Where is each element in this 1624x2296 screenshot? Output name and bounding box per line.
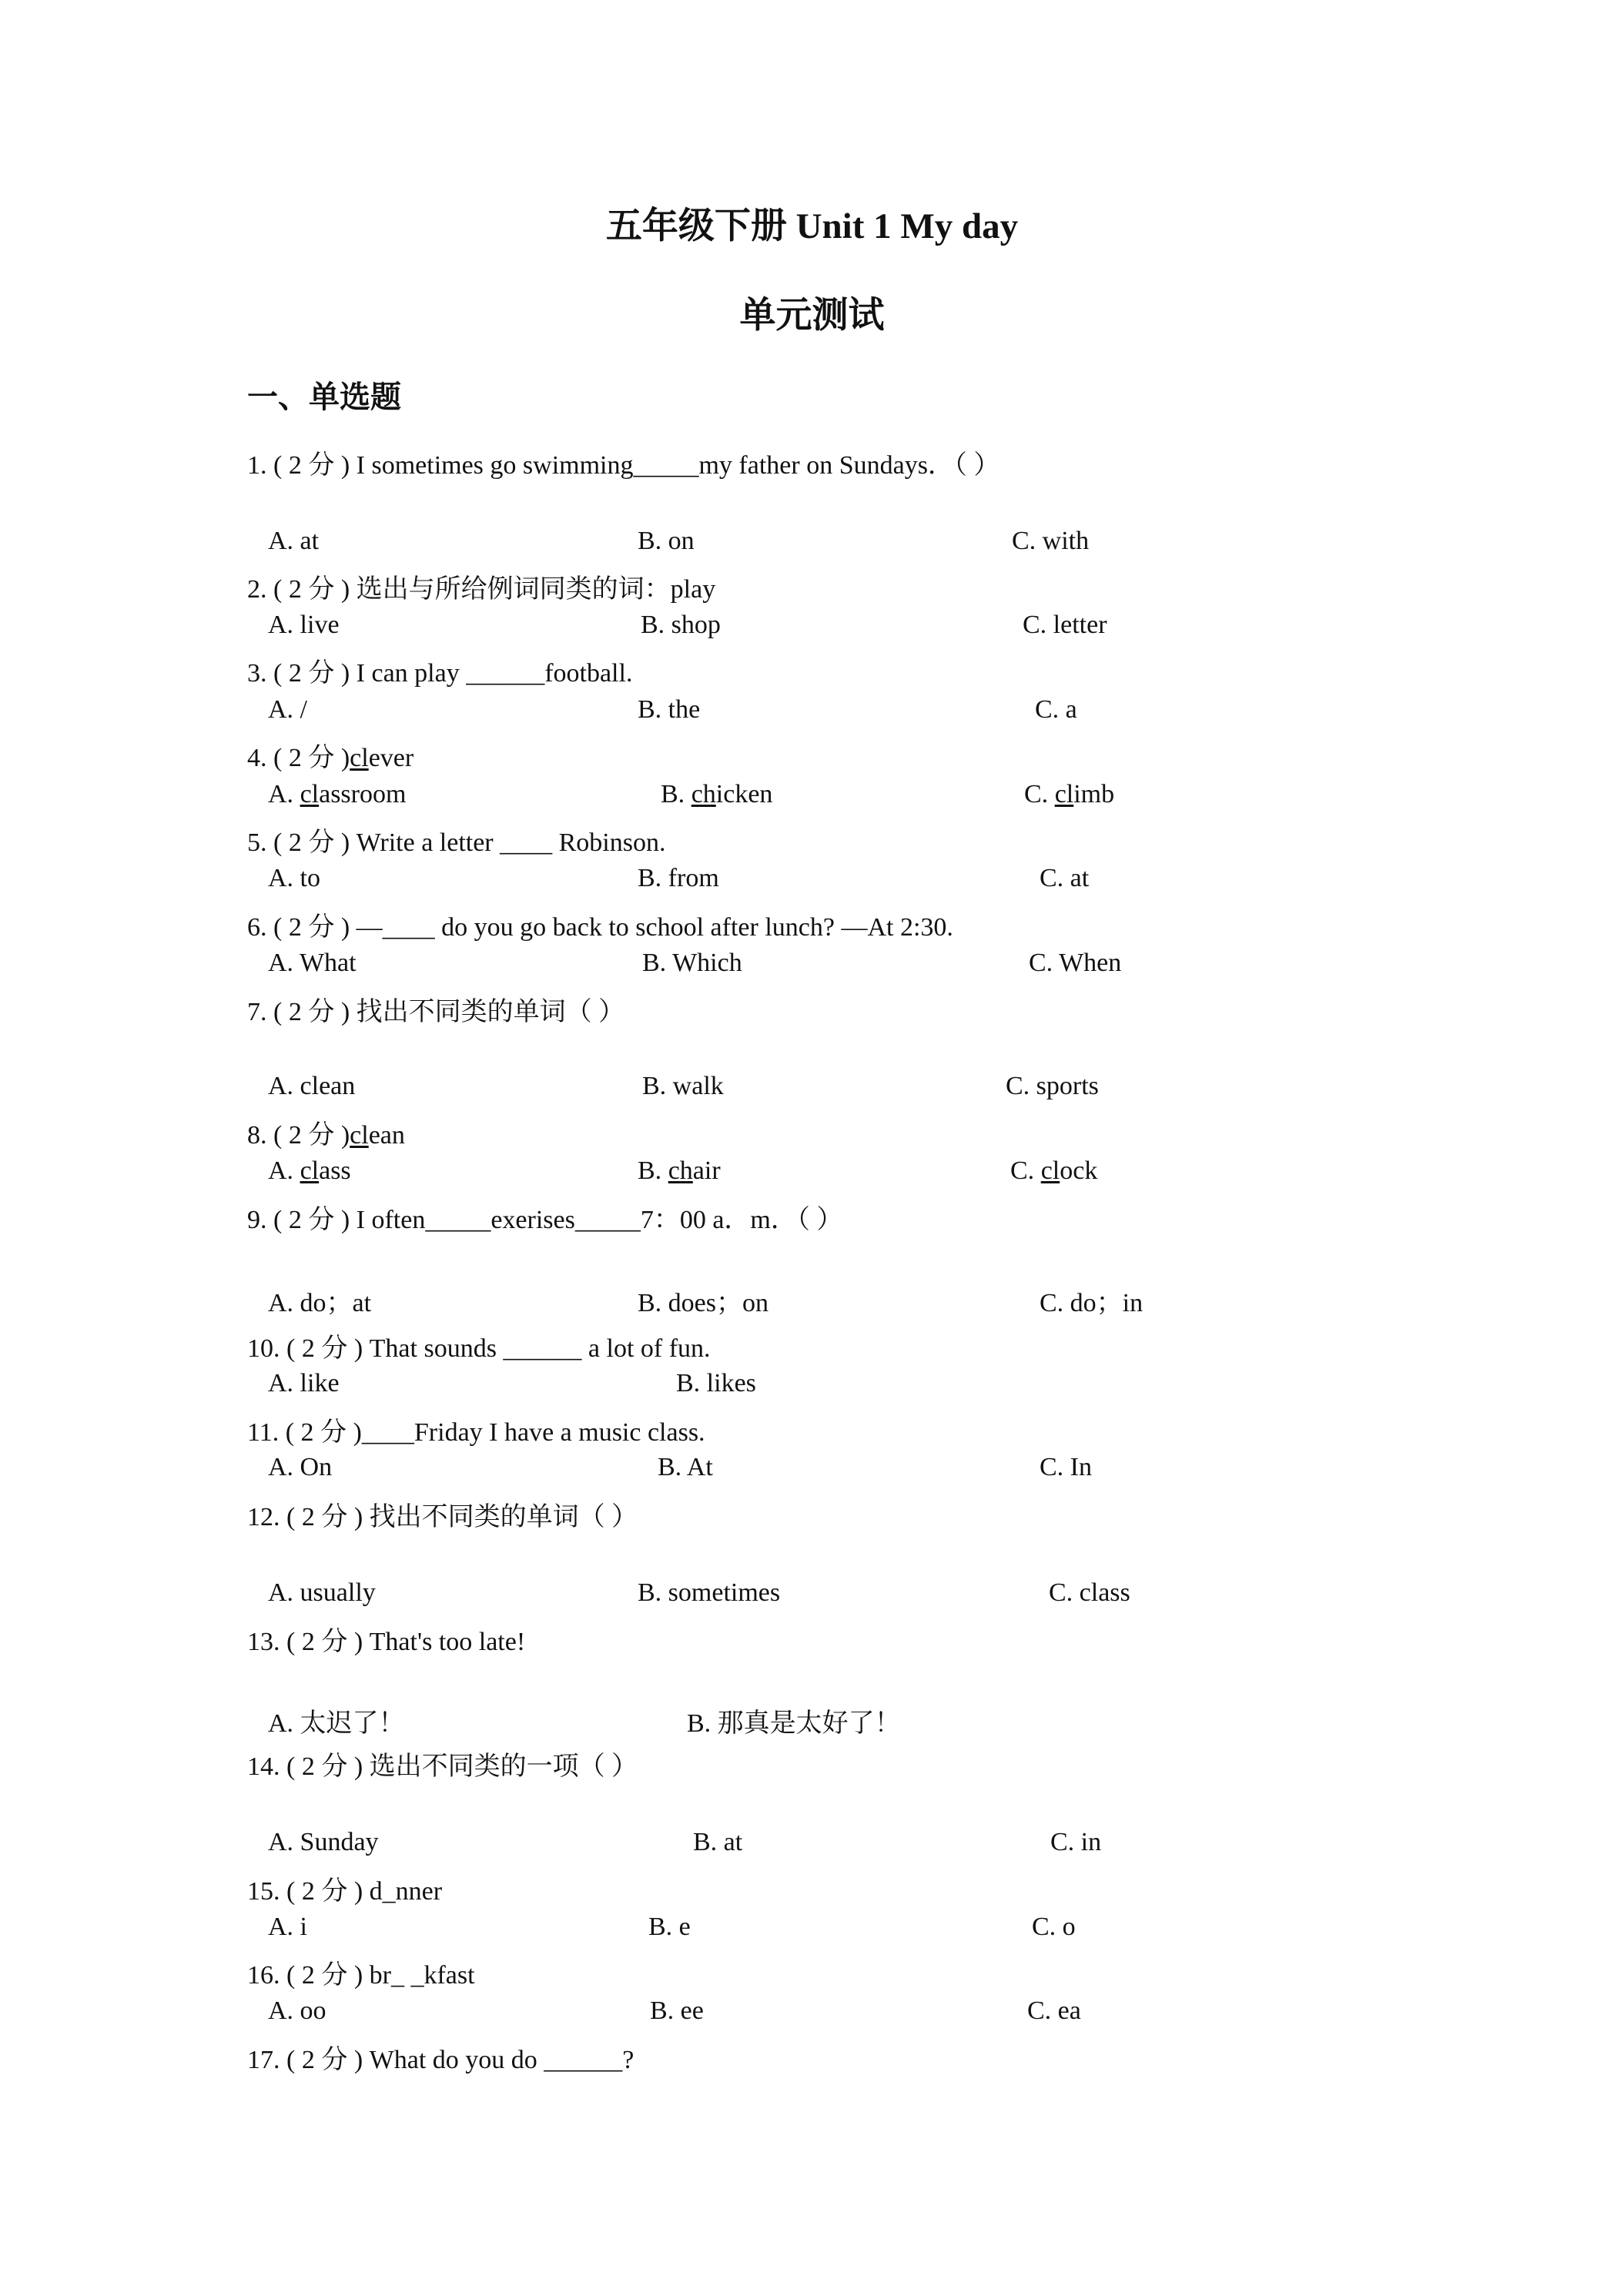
option-3-c: C. a [1035, 695, 1077, 724]
question-text: I sometimes go swimming_____my father on Sundays．（ ） [350, 451, 1000, 480]
question-word-underlined: cl [350, 744, 369, 772]
question-word-suffix: ean [368, 1121, 405, 1150]
question-14 [247, 1745, 638, 1782]
question-8 [247, 1113, 405, 1151]
option-9-c: C. do；in [1040, 1289, 1143, 1317]
option-label: B. [638, 1156, 668, 1185]
option-3-a: A. / [268, 695, 307, 724]
question-text: I often_____exerises_____7：00 a．m．（ ） [350, 1206, 843, 1234]
option-9-b: B. does；on [638, 1289, 768, 1317]
option-6-a: A. What [268, 949, 357, 977]
question-text: 选出不同类的一项（ ） [363, 1752, 638, 1781]
question-text: ____Friday I have a music class. [361, 1418, 705, 1447]
option-label: C. [1024, 780, 1055, 808]
question-number: 3. ( 2 分 ) [247, 659, 350, 688]
option-5-c: C. at [1040, 864, 1090, 892]
question-3 [247, 651, 632, 689]
question-text: 找出不同类的单词（ ） [363, 1503, 638, 1531]
question-12 [247, 1495, 638, 1533]
option-underlined: ch [668, 1156, 693, 1185]
question-number: 2. ( 2 分 ) [247, 575, 350, 604]
option-5-b: B. from [638, 864, 719, 892]
question-number: 4. ( 2 分 ) [247, 744, 350, 772]
question-text: br_ _kfast [363, 1961, 475, 1990]
option-label: A. [268, 1156, 300, 1185]
option-11-c: C. In [1040, 1453, 1092, 1481]
option-underlined: cl [1040, 1156, 1060, 1185]
option-4-b [661, 780, 772, 809]
question-17 [247, 2038, 634, 2076]
option-16-a: A. oo [268, 1996, 326, 2025]
option-suffix: ass [319, 1156, 351, 1185]
option-suffix: assroom [319, 780, 407, 808]
option-suffix: icken [715, 780, 773, 808]
question-2 [247, 567, 715, 605]
option-underlined: ch [691, 780, 716, 808]
question-7 [247, 990, 624, 1028]
option-3-b: B. the [638, 695, 701, 724]
option-14-c: C. in [1050, 1828, 1102, 1856]
question-9 [247, 1198, 842, 1236]
option-6-b: B. Which [642, 949, 742, 977]
option-underlined: cl [300, 780, 320, 808]
question-number: 6. ( 2 分 ) [247, 913, 350, 942]
option-7-b: B. walk [642, 1072, 724, 1100]
option-12-b: B. sometimes [638, 1578, 781, 1607]
option-4-a [268, 780, 406, 809]
question-text: —____ do you go back to school after lunch? —At 2:30. [350, 913, 953, 942]
question-text: 找出不同类的单词（ ） [350, 998, 625, 1026]
option-label: A. [268, 780, 300, 808]
option-12-a: A. usually [268, 1578, 376, 1607]
option-13-b: B. 那真是太好了！ [687, 1709, 901, 1738]
section-heading: 一、单选题 [247, 380, 401, 414]
option-1-b: B. on [638, 527, 695, 555]
option-16-c: C. ea [1027, 1996, 1081, 2025]
question-6 [247, 905, 953, 943]
question-16 [247, 1953, 475, 1991]
option-2-c: C. letter [1023, 611, 1107, 639]
option-16-b: B. ee [650, 1996, 704, 2025]
option-8-c [1010, 1156, 1097, 1186]
question-text: What do you do ______? [363, 2046, 635, 2074]
question-number: 13. ( 2 分 ) [247, 1628, 363, 1656]
question-text: Write a letter ____ Robinson. [350, 828, 666, 857]
option-14-a: A. Sunday [268, 1828, 379, 1856]
option-underlined: cl [300, 1156, 320, 1185]
option-label: B. [661, 780, 691, 808]
question-text: That sounds ______ a lot of fun. [363, 1334, 711, 1363]
option-8-b [638, 1156, 721, 1186]
option-9-a: A. do；at [268, 1289, 372, 1317]
question-number: 9. ( 2 分 ) [247, 1206, 350, 1234]
option-13-a: A. 太迟了！ [268, 1709, 405, 1738]
question-number: 14. ( 2 分 ) [247, 1752, 363, 1781]
option-8-a [268, 1156, 351, 1186]
question-number: 10. ( 2 分 ) [247, 1334, 363, 1363]
question-1 [247, 443, 1000, 481]
page-subtitle: 单元测试 [739, 296, 885, 336]
page-title: 五年级下册 Unit 1 My day [605, 206, 1019, 246]
option-2-b: B. shop [641, 611, 721, 639]
question-11 [247, 1411, 705, 1448]
option-10-b: B. likes [676, 1369, 756, 1397]
option-suffix: air [692, 1156, 721, 1185]
option-1-a: A. at [268, 527, 320, 555]
option-underlined: cl [1054, 780, 1074, 808]
option-12-c: C. class [1049, 1578, 1130, 1607]
option-15-a: A. i [268, 1913, 307, 1941]
question-text: d_nner [363, 1877, 443, 1906]
option-6-c: C. When [1029, 949, 1122, 977]
question-word-underlined: cl [350, 1121, 369, 1150]
option-15-b: B. e [648, 1913, 691, 1941]
question-5 [247, 821, 665, 858]
question-word-suffix: ever [368, 744, 414, 772]
question-number: 16. ( 2 分 ) [247, 1961, 363, 1990]
question-number: 1. ( 2 分 ) [247, 451, 350, 480]
question-number: 11. ( 2 分 ) [247, 1418, 362, 1447]
option-5-a: A. to [268, 864, 320, 892]
question-13 [247, 1620, 525, 1658]
question-number: 7. ( 2 分 ) [247, 998, 350, 1026]
question-10 [247, 1327, 711, 1364]
option-11-b: B. At [658, 1453, 713, 1481]
option-14-b: B. at [693, 1828, 743, 1856]
option-11-a: A. On [268, 1453, 333, 1481]
option-7-a: A. clean [268, 1072, 356, 1100]
question-number: 5. ( 2 分 ) [247, 828, 350, 857]
question-number: 8. ( 2 分 ) [247, 1121, 350, 1150]
option-label: C. [1010, 1156, 1041, 1185]
question-number: 17. ( 2 分 ) [247, 2046, 363, 2074]
question-15 [247, 1869, 442, 1907]
option-10-a: A. like [268, 1369, 340, 1397]
option-15-c: C. o [1032, 1913, 1076, 1941]
question-text: That's too late! [363, 1628, 526, 1656]
option-suffix: imb [1073, 780, 1115, 808]
question-number: 12. ( 2 分 ) [247, 1503, 363, 1531]
option-suffix: ock [1060, 1156, 1098, 1185]
option-4-c [1024, 780, 1114, 809]
question-4 [247, 736, 414, 774]
option-2-a: A. live [268, 611, 340, 639]
question-text: 选出与所给例词同类的词：play [350, 575, 716, 604]
question-text: I can play ______football. [350, 659, 633, 688]
question-number: 15. ( 2 分 ) [247, 1877, 363, 1906]
option-7-c: C. sports [1006, 1072, 1099, 1100]
option-1-c: C. with [1012, 527, 1090, 555]
